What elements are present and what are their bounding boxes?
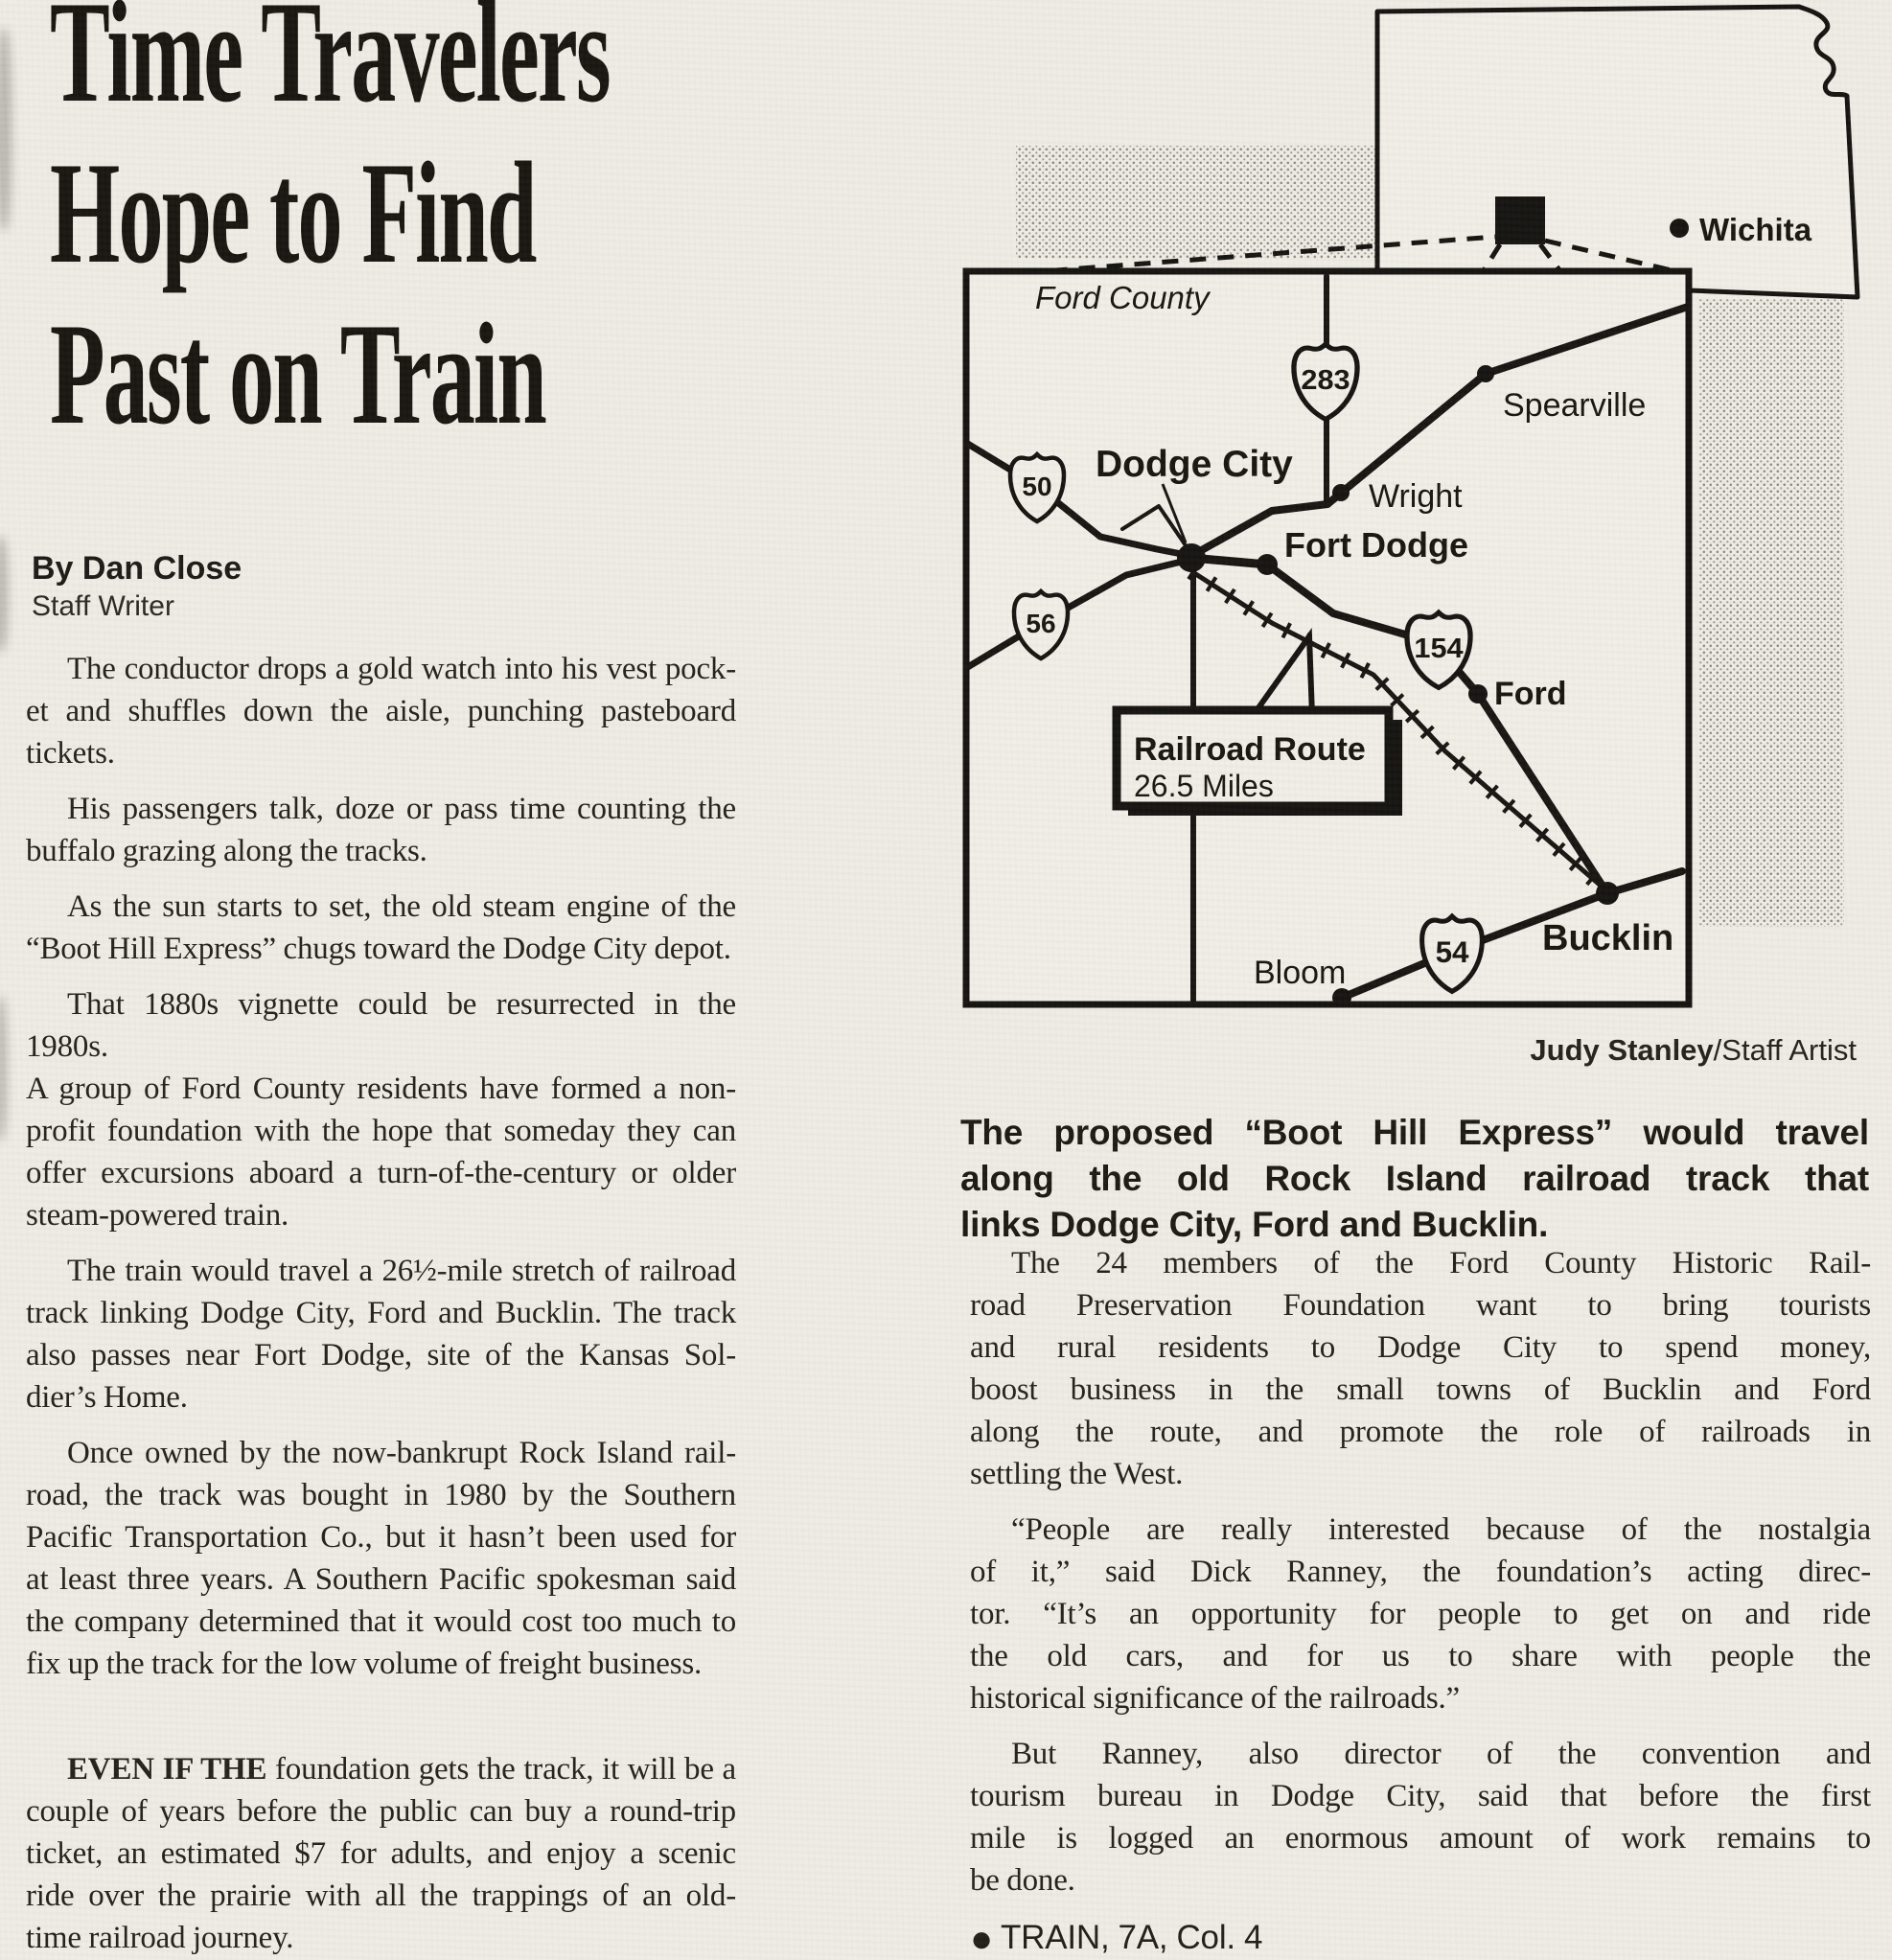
text-line: the company determined that it would cost too much to	[26, 1604, 736, 1639]
byline	[32, 550, 242, 623]
text-line: dier’s Home.	[26, 1380, 188, 1415]
wichita-label: Wichita	[1699, 212, 1812, 247]
scan-smudge	[0, 29, 12, 230]
text-line: The train would travel a 26½-mile stretch of railroad	[67, 1254, 736, 1288]
kansas-state-outline	[1377, 7, 1857, 297]
text-line: profit foundation with the hope that someday they can	[26, 1114, 736, 1148]
text-line: “People are really interested because of the nostalgia	[1011, 1512, 1871, 1547]
paragraph-first-line	[26, 1748, 736, 1790]
text-line: along the route, and promote the role of railroads in	[970, 1415, 1871, 1449]
spearville-dot	[1477, 365, 1494, 382]
text-line: But Ranney, also director of the convention and	[1011, 1737, 1871, 1771]
jump-text: TRAIN, 7A, Col. 4	[1000, 1919, 1263, 1956]
dodge-city-label: Dodge City	[1096, 444, 1293, 485]
paragraph	[970, 1242, 1871, 1495]
text-line: road Preservation Foundation want to bring tourists	[970, 1288, 1871, 1323]
paragraph	[26, 648, 736, 774]
text-line: Pacific Transportation Co., but it hasn’t been used for	[26, 1520, 736, 1555]
credit-artist-role: /Staff Artist	[1713, 1033, 1857, 1067]
text-line: and rural residents to Dodge City to spend money,	[970, 1330, 1871, 1365]
fort-dodge-label: Fort Dodge	[1284, 525, 1468, 565]
text-line: couple of years before the public can buy a round-trip	[26, 1794, 736, 1829]
byline-role: Staff Writer	[32, 590, 174, 622]
text-line: links Dodge City, Ford and Bucklin.	[960, 1205, 1549, 1244]
text-line: ticket, an estimated $7 for adults, and enjoy a scenic	[26, 1836, 736, 1871]
text-line: et and shuffles down the aisle, punching pasteboard	[26, 694, 736, 728]
text-line: tickets.	[26, 736, 115, 771]
paragraph	[26, 1432, 736, 1685]
text-line: mile is logged an enormous amount of work remains to	[970, 1821, 1871, 1856]
text-line: along the old Rock Island railroad track that	[960, 1159, 1869, 1198]
bucklin-dot	[1596, 882, 1619, 905]
shield-154-number: 154	[1414, 633, 1464, 664]
text-line: time railroad journey.	[26, 1921, 294, 1955]
wichita-dot	[1670, 219, 1689, 238]
shield-50-number: 50	[1022, 472, 1052, 501]
paragraph	[26, 983, 736, 1236]
text-line: buffalo grazing along the tracks.	[26, 834, 427, 868]
headline-line-2: Hope to Find	[50, 132, 536, 293]
text-line: A group of Ford County residents have formed a non-	[26, 1072, 736, 1106]
scan-smudge	[0, 537, 8, 652]
bloom-dot	[1332, 988, 1351, 1007]
text-line: fix up the track for the low volume of freight business.	[26, 1647, 703, 1681]
callout-title: Railroad Route	[1134, 731, 1366, 768]
text-line: boost business in the small towns of Bucklin and Ford	[970, 1372, 1871, 1407]
text-line: ride over the prairie with all the trappings of an old-	[26, 1879, 736, 1913]
shield-56-number: 56	[1026, 609, 1056, 638]
text-line: of it,” said Dick Ranney, the foundation’s acting direc-	[970, 1555, 1871, 1589]
map-credit	[958, 1033, 1857, 1068]
text-line: at least three years. A Southern Pacific spokesman said	[26, 1562, 736, 1597]
text-line: As the sun starts to set, the old steam engine of the	[67, 889, 736, 924]
credit-artist-name: Judy Stanley	[1530, 1033, 1714, 1067]
halftone-band-right	[1698, 299, 1844, 927]
text-line: Once owned by the now-bankrupt Rock Island rail-	[67, 1436, 736, 1470]
text-line: That 1880s vignette could be resurrected in the 1980s.	[26, 987, 736, 1064]
text-line: be done.	[970, 1863, 1075, 1898]
halftone-band-left	[1016, 146, 1377, 259]
callout-distance: 26.5 Miles	[1134, 769, 1274, 803]
paragraph	[970, 1733, 1871, 1902]
text-line: The proposed “Boot Hill Express” would travel	[960, 1113, 1869, 1152]
text-line: The conductor drops a gold watch into his vest pock-	[67, 652, 736, 686]
county-label: Ford County	[1035, 280, 1210, 315]
jump-bullet-icon: ●	[970, 1918, 993, 1960]
paragraph-rest	[26, 1790, 736, 1959]
ford-dot	[1468, 684, 1488, 703]
wright-label: Wright	[1369, 478, 1463, 515]
dodge-city-dot	[1177, 543, 1206, 572]
spearville-label: Spearville	[1503, 387, 1647, 424]
article-left-column	[26, 648, 736, 1959]
scan-smudge	[0, 997, 7, 1141]
paragraph	[26, 886, 736, 970]
byline-author: By Dan Close	[32, 550, 242, 587]
paragraph	[26, 1748, 736, 1959]
text-line: His passengers talk, doze or pass time counting the	[67, 792, 736, 826]
ford-label: Ford	[1494, 676, 1567, 712]
paragraph	[26, 788, 736, 872]
map-caption	[960, 1110, 1869, 1248]
lead-rest: foundation gets the track, it will be a	[266, 1752, 736, 1787]
bloom-label: Bloom	[1254, 955, 1347, 991]
fort-dodge-dot	[1257, 554, 1278, 575]
shield-283-number: 283	[1301, 364, 1350, 396]
headline	[50, 0, 610, 454]
text-line: tourism bureau in Dodge City, said that before the first	[970, 1779, 1871, 1813]
railroad-route-map	[944, 0, 1892, 1016]
shield-54-number: 54	[1435, 935, 1469, 970]
bucklin-label: Bucklin	[1542, 918, 1674, 958]
text-line: also passes near Fort Dodge, site of the Kansas Sol-	[26, 1338, 736, 1372]
text-line: tor. “It’s an opportunity for people to get on and ride	[970, 1597, 1871, 1631]
article-right-column	[970, 1242, 1871, 1960]
ford-county-marker-square	[1495, 196, 1545, 244]
bold-lead: EVEN IF THE	[67, 1752, 267, 1787]
text-line: historical significance of the railroads.”	[970, 1681, 1460, 1716]
text-line: the old cars, and for us to share with people the	[970, 1639, 1871, 1673]
wright-dot	[1332, 484, 1350, 501]
paragraph	[970, 1509, 1871, 1719]
headline-line-3: Past on Train	[50, 293, 545, 454]
headline-line-1: Time Travelers	[50, 0, 610, 132]
map-svg	[944, 0, 1892, 1016]
paragraph	[26, 1250, 736, 1418]
text-line: offer excursions aboard a turn-of-the-century or older	[26, 1156, 736, 1190]
text-line: track linking Dodge City, Ford and Bucklin. The track	[26, 1296, 736, 1330]
jump-line	[970, 1917, 1871, 1960]
text-line: road, the track was bought in 1980 by the Southern	[26, 1478, 736, 1512]
text-line: settling the West.	[970, 1457, 1184, 1491]
text-line: steam-powered train.	[26, 1198, 289, 1233]
text-line: The 24 members of the Ford County Historic Rail-	[1011, 1246, 1871, 1280]
text-line: “Boot Hill Express” chugs toward the Dodge City depot.	[26, 932, 731, 966]
